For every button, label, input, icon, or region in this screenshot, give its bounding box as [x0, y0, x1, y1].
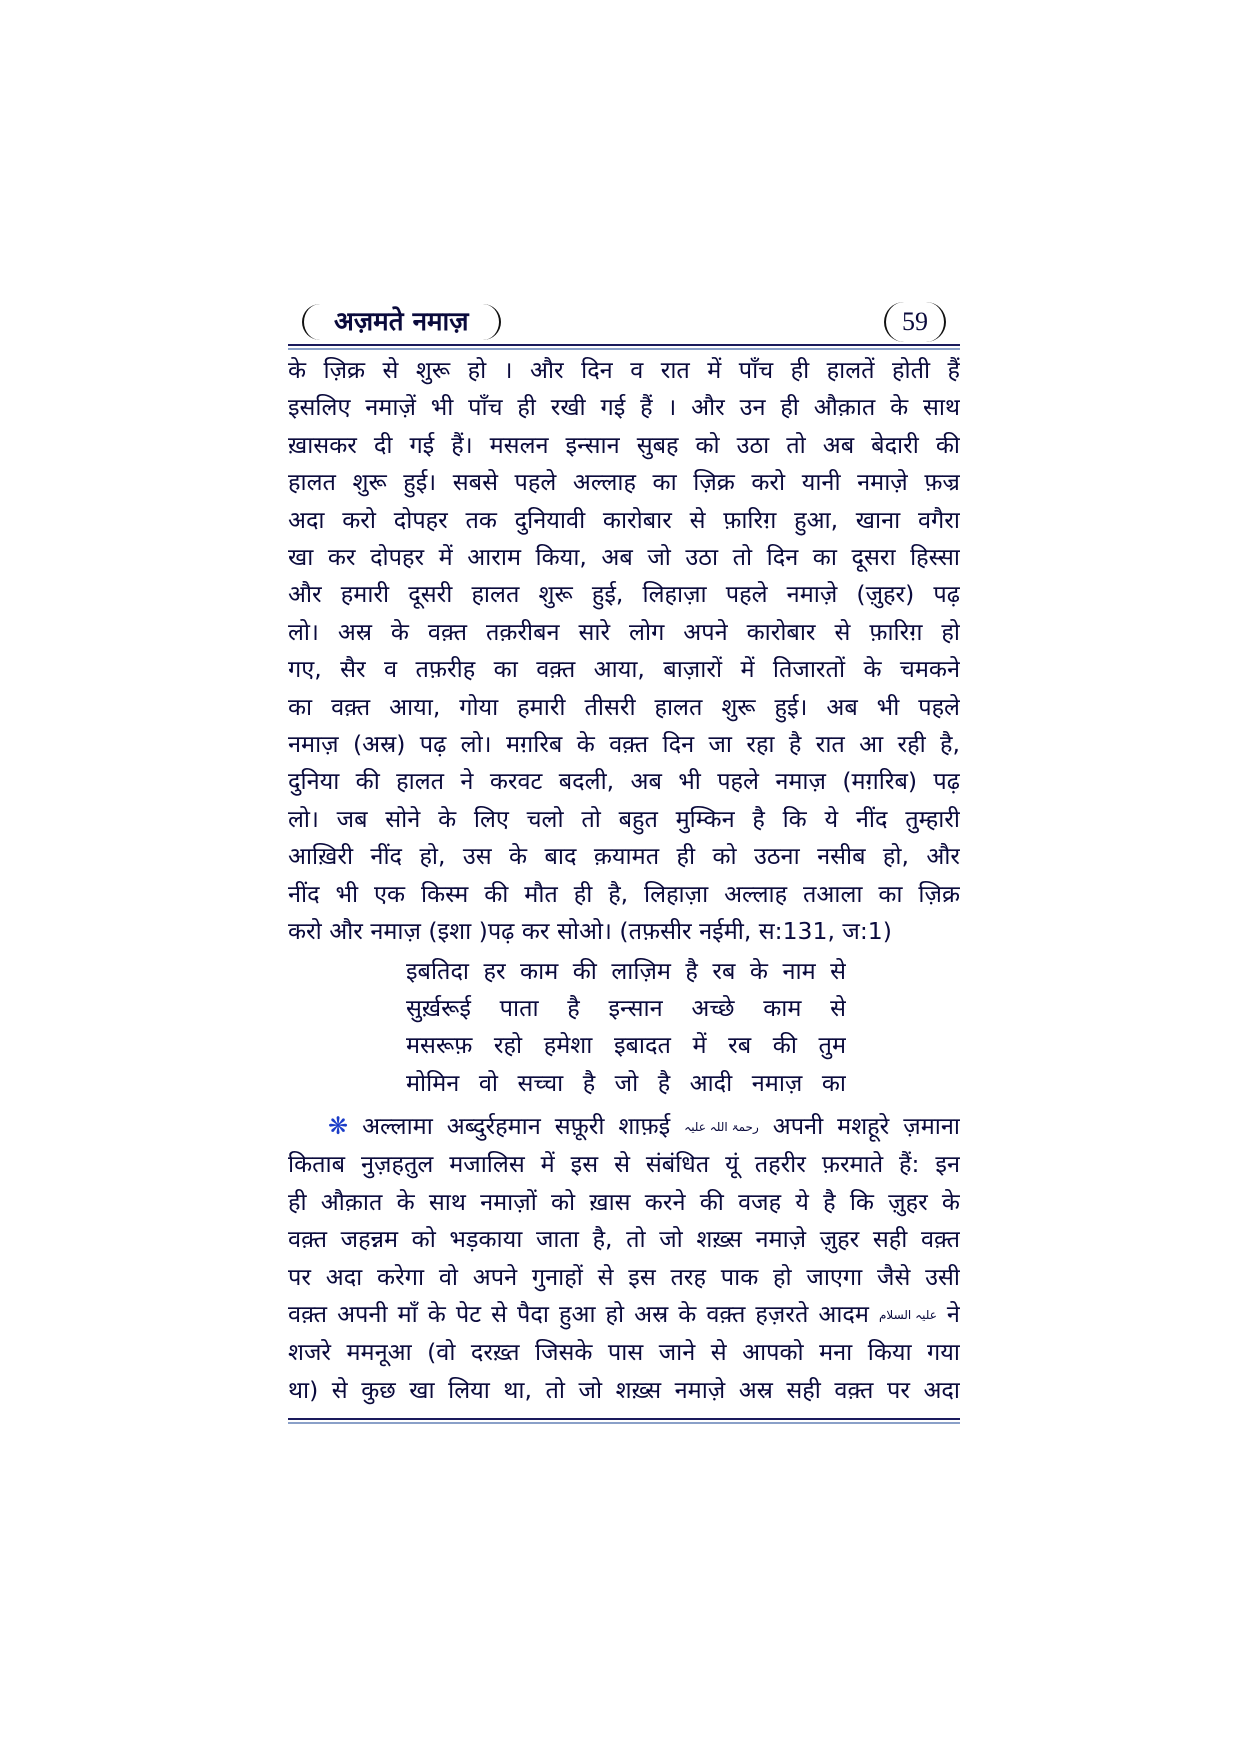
- text-line: लो। जब सोने के लिए चलो तो बहुत मुम्किन है कि ये नींद तुम्हारी: [288, 804, 960, 833]
- honorific-symbol: رحمۃ اللہ علیہ: [684, 1119, 759, 1134]
- text-line: [288, 1108, 960, 1146]
- text-line: पर अदा करेगा वो अपने गुनाहों से इस तरह पाक हो जाएगा जैसे उसी: [288, 1262, 960, 1291]
- verse-line: मसरूफ़ रहो हमेशा इबादत में रब की तुम: [406, 1031, 846, 1060]
- verse-line: सुर्ख़रूई पाता है इन्सान अच्छे काम से: [406, 993, 846, 1022]
- body-text: [288, 352, 960, 1409]
- paragraph-2: [288, 1108, 960, 1409]
- text-line: इसलिए नमाज़ें भी पाँच ही रखी गई हैं । और उन ही औक़ात के साथ: [288, 393, 960, 422]
- text-line: अदा करो दोपहर तक दुनियावी कारोबार से फ़ारिग़ हुआ, खाना वगैरा: [288, 505, 960, 534]
- text-segment: वक़्त अपनी माँ के पेट से पैदा हुआ हो अस्र के वक़्त हज़रते आदम: [288, 1299, 869, 1328]
- text-line: खा कर दोपहर में आराम किया, अब जो उठा तो दिन का दूसरा हिस्सा: [288, 543, 960, 572]
- text-line: किताब नुज़हतुल मजालिस में इस से संबंधित यूं तहरीर फ़रमाते हैं: इन: [288, 1150, 960, 1179]
- footer-rule-shadow: [288, 1422, 960, 1424]
- verse-line: इबतिदा हर काम की लाज़िम है रब के नाम से: [406, 956, 846, 985]
- text-line: लो। अस्र के वक़्त तक़रीबन सारे लोग अपने कारोबार से फ़ारिग़ हो: [288, 617, 960, 646]
- footer-rule: [288, 1418, 960, 1420]
- paragraph-1: [288, 352, 960, 951]
- book-title: अज़मते नमाज़: [302, 304, 501, 340]
- page-header: [288, 300, 960, 350]
- honorific-symbol: علیہ السلام: [878, 1307, 937, 1322]
- text-line: का वक़्त आया, गोया हमारी तीसरी हालत शुरू हुई। अब भी पहले: [288, 692, 960, 721]
- text-line: ख़ासकर दी गई हैं। मसलन इन्सान सुबह को उठा तो अब बेदारी की: [288, 430, 960, 459]
- text-line: नमाज़ (अस्र) पढ़ लो। मग़रिब के वक़्त दिन जा रहा है रात आ रही है,: [288, 730, 960, 759]
- text-line: वक़्त जहन्नम को भड़काया जाता है, तो जो शख़्स नमाज़े ज़ुहर सही वक़्त: [288, 1225, 960, 1254]
- text-line: आख़िरी नींद हो, उस के बाद क़यामत ही को उठना नसीब हो, और: [288, 842, 960, 871]
- text-segment: अल्लामा अब्दुर्रहमान सफ़ूरी शाफ़ई: [362, 1112, 671, 1141]
- text-line: नींद भी एक किस्म की मौत ही है, लिहाज़ा अल्लाह तआला का ज़िक्र: [288, 879, 960, 908]
- text-line: के ज़िक्र से शुरू हो । और दिन व रात में पाँच ही हालतें होती हैं: [288, 356, 960, 384]
- text-line: ही औक़ात के साथ नमाज़ों को ख़ास करने की वजह ये है कि ज़ुहर के: [288, 1187, 960, 1216]
- text-line: [288, 1296, 960, 1334]
- page-number: 59: [884, 302, 946, 342]
- text-line: था) से कुछ खा लिया था, तो जो शख़्स नमाज़े अस्र सही वक़्त पर अदा: [288, 1375, 960, 1404]
- text-line: हालत शुरू हुई। सबसे पहले अल्लाह का ज़िक्र करो यानी नमाज़े फ़ज्र: [288, 468, 960, 497]
- text-line: करो और नमाज़ (इशा )पढ़ कर सोओ। (तफ़सीर नईमी, स:131, ज:1): [288, 917, 892, 946]
- header-rule: [288, 344, 960, 346]
- text-line: दुनिया की हालत ने करवट बदली, अब भी पहले नमाज़ (मग़रिब) पढ़: [288, 767, 960, 796]
- text-line: शजरे ममनूआ (वो दरख़्त जिसके पास जाने से आपको मना किया गया: [288, 1338, 960, 1367]
- text-segment: ने: [946, 1299, 960, 1328]
- header-rule-shadow: [288, 348, 960, 350]
- text-segment: अपनी मशहूरे ज़माना: [772, 1112, 960, 1141]
- verse-line: मोमिन वो सच्चा है जो है आदी नमाज़ का: [406, 1068, 846, 1097]
- verse: [288, 953, 846, 1103]
- text-line: गए, सैर व तफ़रीह का वक़्त आया, बाज़ारों में तिजारतों के चमकने: [288, 655, 960, 684]
- asterisk-icon: ❋: [328, 1112, 349, 1141]
- text-line: और हमारी दूसरी हालत शुरू हुई, लिहाज़ा पहले नमाज़े (ज़ुहर) पढ़: [288, 580, 960, 609]
